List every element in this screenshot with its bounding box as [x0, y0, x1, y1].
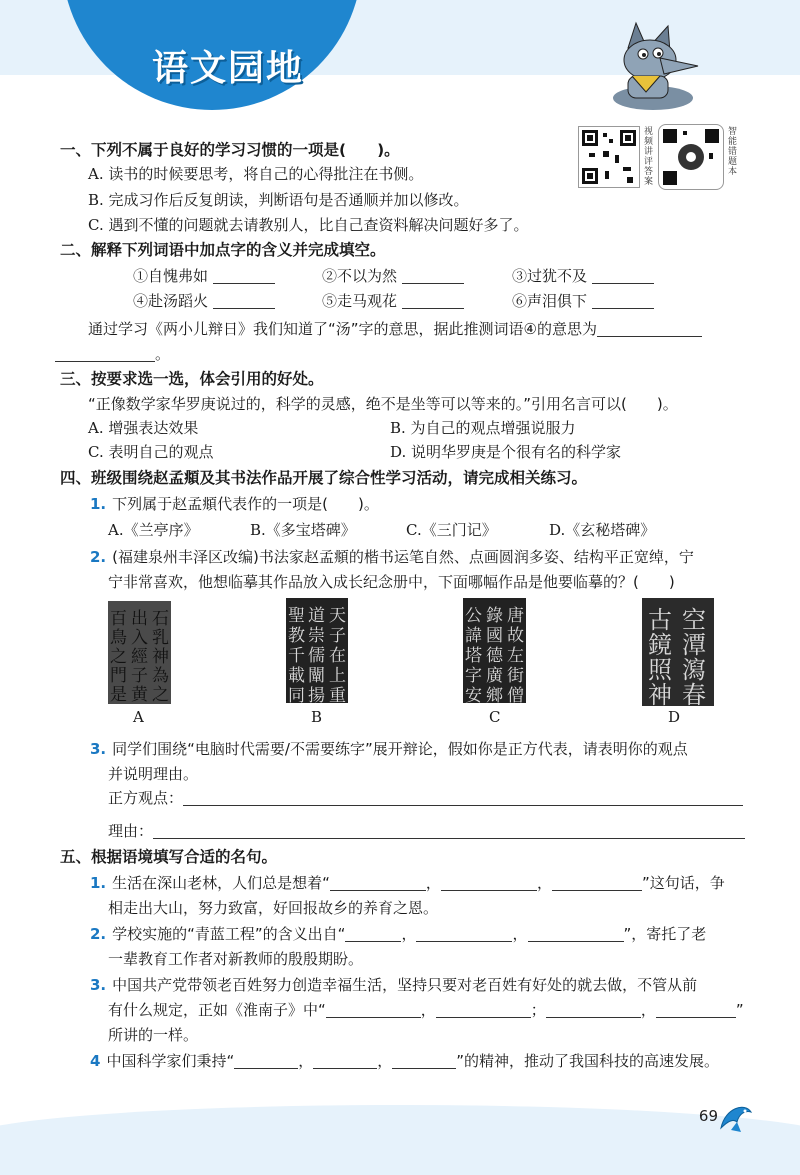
- footer-wave: [0, 1105, 800, 1175]
- s3-option-c: C. 表明自己的观点: [88, 443, 214, 461]
- page-number: 69: [698, 1107, 718, 1125]
- s4-question-3: 3. 同学们围绕“电脑时代需要/不需要练字”展开辩论，假如你是正方代表，请表明你的观点: [90, 740, 688, 758]
- dolphin-icon: [715, 1098, 755, 1138]
- image-label-b: B: [311, 708, 323, 726]
- s3-option-a: A. 增强表达效果: [88, 419, 199, 437]
- image-label-d: D: [668, 708, 681, 726]
- s2-word-2: ②不以为然: [322, 264, 464, 288]
- section4-heading: 四、班级围绕赵孟頫及其书法作品开展了综合性学习活动，请完成相关练习。: [60, 469, 588, 487]
- s4-question-3-cont: 并说明理由。: [108, 765, 199, 783]
- s1-option-a: A. 读书的时候要思考，将自己的心得批注在书侧。: [88, 165, 424, 183]
- image-label-c: C: [489, 708, 501, 726]
- s1-option-b: B. 完成习作后反复朗读，判断语句是否通顺并加以修改。: [88, 191, 469, 209]
- s3-option-d: D. 说明华罗庚是个很有名的科学家: [390, 443, 622, 461]
- s2-word-1: ①自愧弗如: [133, 264, 275, 288]
- s1-option-c: C. 遇到不懂的问题就去请教别人，比自己查资料解决问题好多了。: [88, 216, 529, 234]
- s2-word-6: ⑥声泪俱下: [512, 289, 654, 313]
- qr-label-video: 视频讲评答案: [642, 126, 652, 186]
- s4-question-2-cont: 宁非常喜欢，他想临摹其作品放入成长纪念册中，下面哪幅作品是他要临摹的？( ): [108, 573, 675, 591]
- s5-question-2-cont: 一辈教育工作者对新教师的殷殷期盼。: [108, 950, 364, 968]
- section5-heading: 五、根据语境填写合适的名句。: [60, 848, 278, 866]
- view-field[interactable]: 正方观点：: [108, 786, 743, 810]
- calligraphy-image-d[interactable]: 空 潭 瀉 春 古 鏡 照 神: [642, 598, 714, 706]
- wolf-mascot-icon: [598, 18, 708, 113]
- calligraphy-image-a[interactable]: 石 乳 神 為 之 出 入 經 子 黄 百 鳥 之 門 是: [108, 601, 171, 704]
- qr-code-errorbook[interactable]: [658, 124, 724, 190]
- s4-q1-option-c: C.《三门记》: [406, 521, 497, 539]
- s2-word-3: ③过犹不及: [512, 264, 654, 288]
- qr-label-errorbook: 智能错题本: [726, 126, 736, 176]
- qr-code-video[interactable]: [578, 126, 640, 188]
- s5-question-1-cont: 相走出大山，努力致富，好回报故乡的养育之恩。: [108, 899, 439, 917]
- s2-fill-end: 。: [55, 342, 170, 366]
- calligraphy-image-b[interactable]: 天 子 在 上 重 道 崇 儒 闡 揚 聖 教 千 載 同: [286, 598, 348, 703]
- s5-question-3-cont: 有什么规定，正如《淮南子》中“ ， ； ， ”: [108, 1001, 744, 1019]
- s2-word-5: ⑤走马观花: [322, 289, 464, 313]
- s5-question-2: 2. 学校实施的“青蓝工程”的含义出自“ ， ， ”，寄托了老: [90, 925, 707, 943]
- section1-heading: 一、下列不属于良好的学习习惯的一项是( )。: [60, 141, 400, 159]
- s5-question-3: 3. 中国共产党带领老百姓努力创造幸福生活，坚持只要对老百姓有好处的就去做，不管从前: [90, 976, 698, 994]
- image-label-a: A: [133, 708, 144, 726]
- s4-q1-option-d: D.《玄秘塔碑》: [549, 521, 656, 539]
- s4-question-1: 1. 下列属于赵孟頫代表作的一项是( )。: [90, 495, 379, 513]
- reason-field[interactable]: 理由：: [108, 819, 745, 843]
- s3-option-b: B. 为自己的观点增强说服力: [390, 419, 576, 437]
- section3-heading: 三、按要求选一选，体会引用的好处。: [60, 370, 324, 388]
- section2-heading: 二、解释下列词语中加点字的含义并完成填空。: [60, 241, 386, 259]
- s4-question-2: 2. (福建泉州丰泽区改编)书法家赵孟頫的楷书运笔自然、点画圆润多姿、结构平正宽绰，宁: [90, 548, 694, 566]
- s3-quote: “正像数学家华罗庚说过的，科学的灵感，绝不是坐等可以等来的。”引用名言可以( )。: [88, 395, 678, 413]
- s4-q1-option-b: B.《多宝塔碑》: [250, 521, 356, 539]
- s5-question-3-end: 所讲的一样。: [108, 1026, 199, 1044]
- s2-word-4: ④赴汤蹈火: [133, 289, 275, 313]
- s2-fill-sentence: 通过学习《两小儿辩日》我们知道了“汤”字的意思，据此推测词语④的意思为: [88, 317, 702, 341]
- s4-q1-option-a: A.《兰亭序》: [108, 521, 199, 539]
- s5-question-4: 4 中国科学家们秉持“ ， ， ”的精神，推动了我国科技的高速发展。: [90, 1052, 720, 1070]
- s5-question-1: 1. 生活在深山老林，人们总是想着“ ， ， ”这句话，争: [90, 874, 725, 892]
- page-title: 语文园地: [152, 48, 305, 89]
- calligraphy-image-c[interactable]: 唐 故 左 街 僧 錄 國 德 廣 鄉 公 諱 塔 字 安: [463, 598, 526, 703]
